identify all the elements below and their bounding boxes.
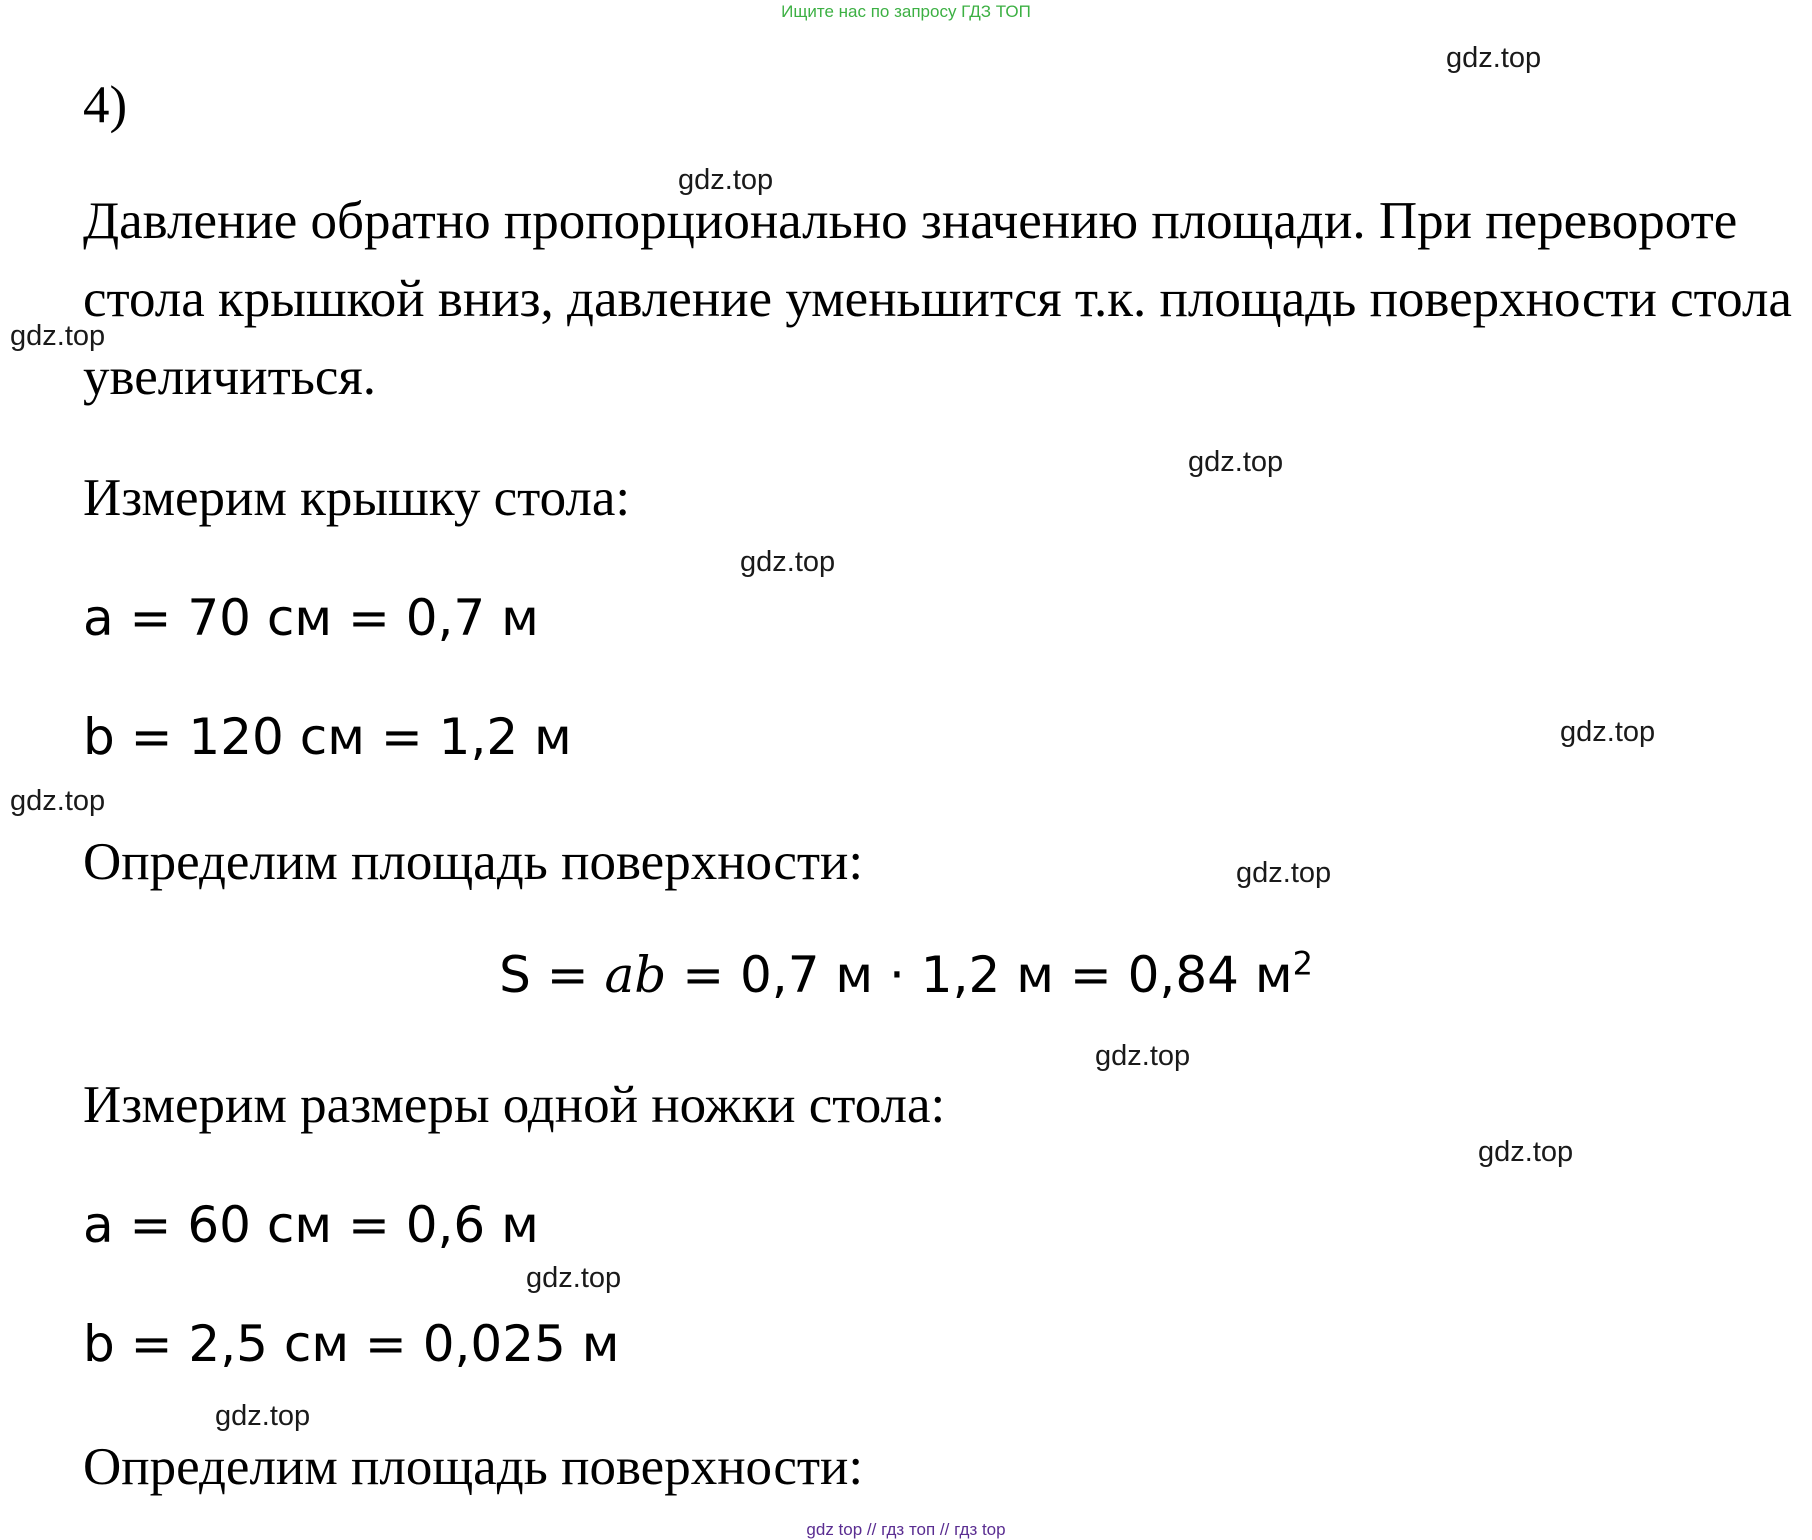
- watermark-text: gdz.top: [10, 320, 106, 352]
- formula-lhs: S =: [499, 946, 605, 1004]
- watermark-text: gdz.top: [1560, 716, 1656, 748]
- leg-dimension-a: a = 60 см = 0,6 м: [83, 1196, 539, 1254]
- watermark-text: gdz.top: [10, 785, 106, 817]
- formula-exponent: 2: [1292, 944, 1313, 983]
- formula-italic-ab: ab: [604, 946, 667, 1004]
- watermark-text: gdz.top: [215, 1400, 311, 1432]
- top-dimension-b: b = 120 см = 1,2 м: [83, 708, 572, 766]
- measure-top-heading: Измерим крышку стола:: [83, 469, 631, 527]
- watermark-text: gdz.top: [1478, 1136, 1574, 1168]
- watermark-text: gdz.top: [1236, 857, 1332, 889]
- task-number: 4): [83, 76, 128, 134]
- footer-links: gdz top // гдз топ // гдз top: [806, 1520, 1006, 1539]
- area-heading-1: Определим площадь поверхности:: [83, 833, 864, 891]
- watermark-text: gdz.top: [1446, 42, 1542, 74]
- watermark-text: gdz.top: [526, 1262, 622, 1294]
- search-banner: Ищите нас по запросу ГДЗ ТОП: [781, 2, 1031, 21]
- watermark-text: gdz.top: [740, 546, 836, 578]
- area-formula: [0, 940, 1812, 1010]
- measure-leg-heading: Измерим размеры одной ножки стола:: [83, 1076, 946, 1134]
- formula-rhs: = 0,7 м · 1,2 м = 0,84 м: [666, 946, 1293, 1004]
- watermark-text: gdz.top: [1095, 1040, 1191, 1072]
- watermark-text: gdz.top: [678, 164, 774, 196]
- watermark-text: gdz.top: [1188, 446, 1284, 478]
- leg-dimension-b: b = 2,5 см = 0,025 м: [83, 1315, 620, 1373]
- explanation-paragraph: Давление обратно пропорционально значению площади. При перевороте стола крышкой вниз, давление уменьшится т.к. площадь поверхности стола увеличиться.: [83, 192, 1792, 406]
- top-dimension-a: a = 70 см = 0,7 м: [83, 589, 539, 647]
- area-heading-2: Определим площадь поверхности:: [83, 1438, 864, 1496]
